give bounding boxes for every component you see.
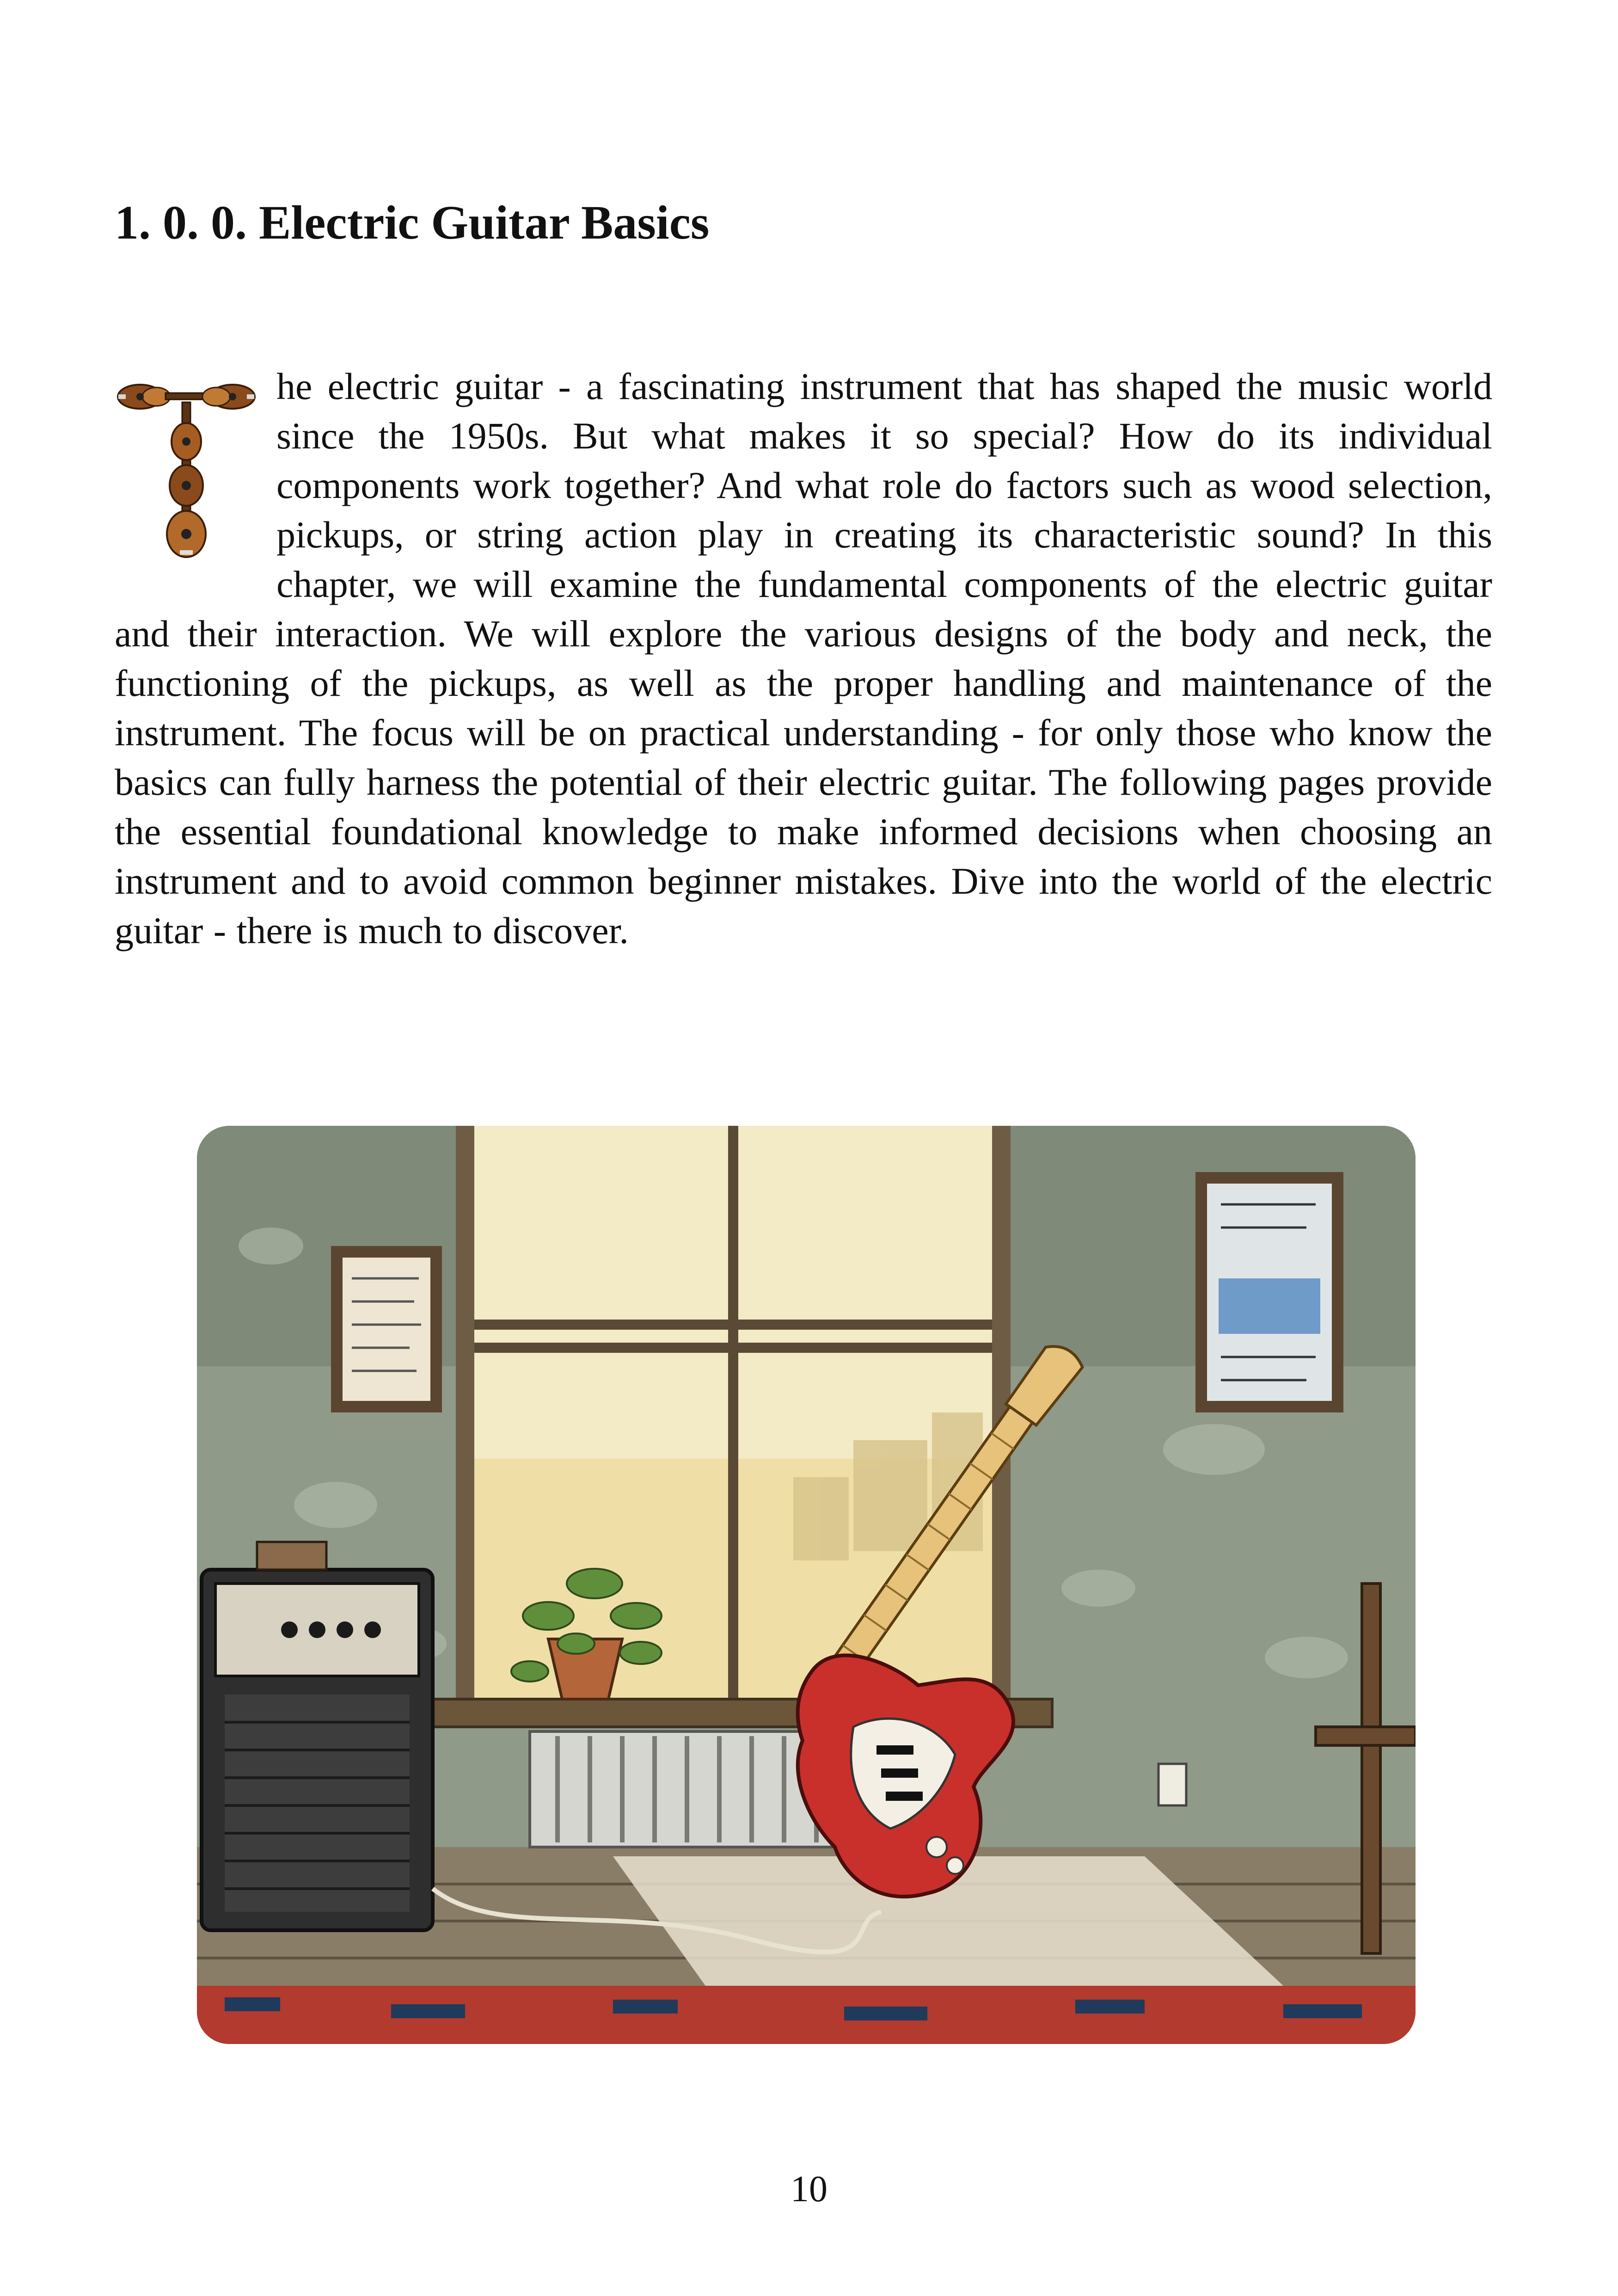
guitar-letter-T-icon [115, 365, 258, 564]
intro-paragraph [115, 362, 1492, 955]
guitar-room-illustration [197, 1126, 1416, 2044]
page-title: 1. 0. 0. Electric Guitar Basics [115, 196, 710, 249]
page-number: 10 [791, 2169, 827, 2210]
intro-text: he electric guitar - a fascinating instrument that has shaped the music world since the 1950s. But what makes it so special? How do its individual components work together? And what role do factors such as wood selection, pickups, or string action play in creating its characteristic sound? In this chapter, we will examine the fundamental components of the electric guitar and their interaction. We will explore the various designs of the body and neck, the functioning of the pickups, as well as the proper handling and maintenance of the instrument. The focus will be on practical understanding - for only those who know the basics can fully harness the potential of their electric guitar. The following pages provide the essential foundational knowledge to make informed decisions when choosing an instrument and to avoid common beginner mistakes. Dive into the world of the electric guitar - there is much to discover. [115, 365, 1492, 952]
